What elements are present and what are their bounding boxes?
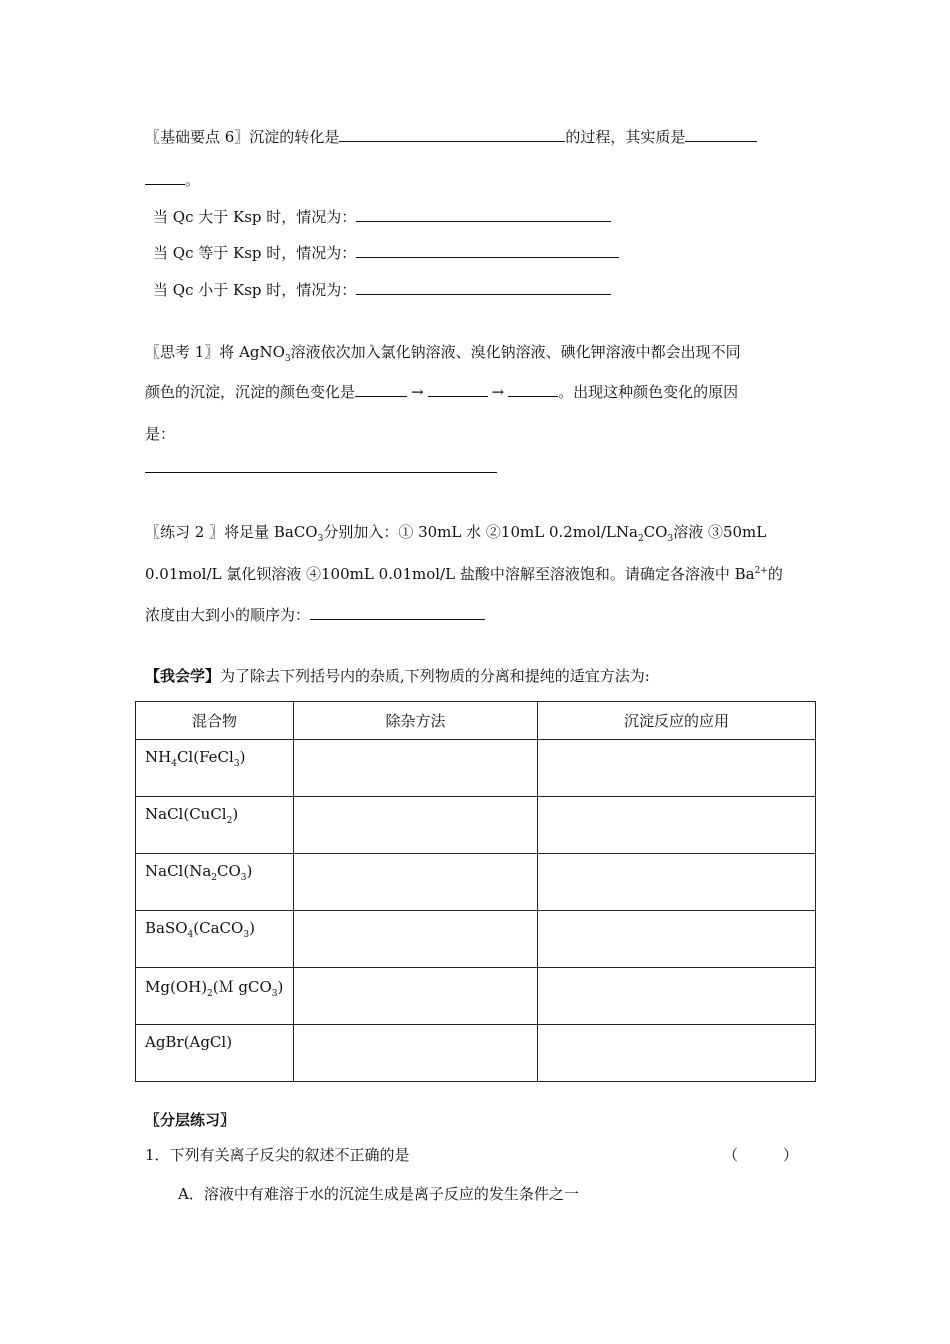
think1-text-e: 是： <box>145 425 176 443</box>
practice2-sup: 2+ <box>754 566 768 576</box>
mixture-subscript: 2 <box>211 873 217 883</box>
question-1-option-a: A．溶液中有难溶于水的沉淀生成是离子反应的发生条件之一 <box>178 1185 579 1203</box>
mixture-subscript: 2 <box>207 989 213 999</box>
method-cell[interactable] <box>294 968 538 1025</box>
qc-equal-label: 当 Qc 等于 Ksp 时，情况为： <box>153 244 357 262</box>
method-cell[interactable] <box>294 740 538 797</box>
practice2-line3 <box>145 605 485 625</box>
mixture-cell <box>136 854 294 911</box>
mixture-subscript: 3 <box>240 873 247 883</box>
mixture-text: CO <box>217 862 241 880</box>
method-cell[interactable] <box>294 797 538 854</box>
color-blank-2[interactable] <box>428 382 488 397</box>
practice2-text-b: 分别加入：① 30mL 水 ②10mL 0.2mol/LNa <box>323 523 638 541</box>
think1-text-d: 。出现这种颜色变化的原因 <box>558 383 739 401</box>
question-1-answer-paren[interactable]: （ ） <box>723 1146 799 1164</box>
practice2-text-e: 0.01mol/L 氯化钡溶液 ④100mL 0.01mol/L 盐酸中溶解至溶液饱和。请确定各溶液中 Ba <box>145 565 755 583</box>
mixture-subscript: 3 <box>243 930 250 940</box>
color-blank-3[interactable] <box>508 382 558 397</box>
question-1-text: 1．下列有关离子反尖的叙述不正确的是 <box>145 1146 410 1164</box>
qc-greater-blank[interactable] <box>356 207 611 222</box>
point6-middle: 的过程，其实质是 <box>565 128 686 146</box>
mixture-text: BaSO <box>145 919 188 937</box>
mixture-text: (Ｍ gCO <box>212 978 272 996</box>
mixture-cell <box>136 968 294 1025</box>
table-row <box>136 968 816 1025</box>
practice2-text-c: CO <box>643 523 668 541</box>
learn-text: 为了除去下列括号内的杂质,下列物质的分离和提纯的适宜方法为: <box>220 667 650 685</box>
application-cell[interactable] <box>538 1025 816 1082</box>
mixture-cell <box>136 797 294 854</box>
table-row <box>136 854 816 911</box>
mixture-text: Mg(OH) <box>145 978 208 996</box>
table-row <box>136 740 816 797</box>
point6-blank-essence-b[interactable] <box>145 170 185 185</box>
qc-line-equal <box>153 243 619 263</box>
qc-less-blank[interactable] <box>356 280 611 295</box>
mixture-subscript: 3 <box>233 759 240 769</box>
table-row <box>136 797 816 854</box>
purification-table <box>135 701 816 1082</box>
think1-text-c: 颜色的沉淀，沉淀的颜色变化是 <box>145 383 356 401</box>
practice2-text-d: 溶液 ③50mL <box>673 523 767 541</box>
point6-line2 <box>145 170 200 190</box>
mixture-text: NH <box>145 748 172 766</box>
think1-text-a: 〖思考 1〗将 AgNO <box>145 343 285 361</box>
practice2-text-a: 〖练习 2 〗将足量 BaCO <box>145 523 318 541</box>
point6-prefix: 〖基础要点 6〗沉淀的转化是 <box>145 128 340 146</box>
practice2-sub-2: 2 <box>637 534 644 544</box>
practice2-text-f: 的 <box>767 565 783 583</box>
think1-line3 <box>145 424 175 444</box>
point6-blank-process[interactable] <box>339 127 565 142</box>
mixture-cell <box>136 740 294 797</box>
mixture-text: AgBr(AgCl) <box>145 1033 233 1051</box>
think1-answer-line[interactable] <box>145 458 497 478</box>
point6-end: 。 <box>185 171 201 189</box>
mixture-subscript: 4 <box>171 759 177 769</box>
table-row <box>136 1025 816 1082</box>
mixture-text: ) <box>277 978 284 996</box>
mixture-text: Cl(FeCl <box>176 748 234 766</box>
mixture-cell <box>136 1025 294 1082</box>
mixture-subscript: 3 <box>271 989 278 999</box>
point6-line1 <box>145 127 757 147</box>
mixture-cell <box>136 911 294 968</box>
practice2-sub-1: 3 <box>317 534 324 544</box>
mixture-text: ) <box>246 862 253 880</box>
method-cell[interactable] <box>294 911 538 968</box>
application-cell[interactable] <box>538 911 816 968</box>
practice2-text-g: 浓度由大到小的顺序为： <box>145 606 311 624</box>
think1-reason-blank[interactable] <box>145 458 497 473</box>
practice2-line1 <box>145 522 766 542</box>
method-cell[interactable] <box>294 1025 538 1082</box>
header-mixture: 混合物 <box>136 702 294 740</box>
qc-equal-blank[interactable] <box>356 243 619 258</box>
application-cell[interactable] <box>538 797 816 854</box>
think1-line2 <box>145 382 738 402</box>
qc-less-label: 当 Qc 小于 Ksp 时，情况为： <box>153 281 357 299</box>
mixture-subscript: 2 <box>226 816 233 826</box>
method-cell[interactable] <box>294 854 538 911</box>
question-1 <box>145 1145 410 1165</box>
arrow-icon: → <box>411 383 424 401</box>
application-cell[interactable] <box>538 968 816 1025</box>
color-blank-1[interactable] <box>355 382 407 397</box>
header-application: 沉淀反应的应用 <box>538 702 816 740</box>
learn-line <box>145 666 650 686</box>
table-header-row <box>136 702 816 740</box>
qc-line-less <box>153 280 611 300</box>
mixture-text: ) <box>249 919 255 937</box>
learn-tag: 【我会学】 <box>145 667 221 685</box>
application-cell[interactable] <box>538 740 816 797</box>
arrow-icon: → <box>491 383 505 401</box>
application-cell[interactable] <box>538 854 816 911</box>
mixture-text: NaCl(Na <box>145 862 212 880</box>
header-method: 除杂方法 <box>294 702 538 740</box>
think1-text-b: 溶液依次加入氯化钠溶液、溴化钠溶液、碘化钾溶液中都会出现不同 <box>290 343 741 361</box>
practice2-order-blank[interactable] <box>310 605 485 620</box>
layered-title: 〖分层练习〗 <box>145 1111 236 1129</box>
qc-line-greater <box>153 207 611 227</box>
mixture-text: ) <box>232 805 239 823</box>
mixture-subscript: 4 <box>187 930 194 940</box>
point6-blank-essence-a[interactable] <box>685 127 757 142</box>
practice2-line2 <box>145 564 783 584</box>
think1-line1 <box>145 342 741 362</box>
practice2-sub-3: 3 <box>667 534 674 544</box>
mixture-text: (CaCO <box>193 919 244 937</box>
table-row <box>136 911 816 968</box>
qc-greater-label: 当 Qc 大于 Ksp 时，情况为： <box>153 208 357 226</box>
think1-sub: 3 <box>284 354 291 364</box>
mixture-text: ) <box>239 748 246 766</box>
mixture-text: NaCl(CuCl <box>145 805 227 823</box>
